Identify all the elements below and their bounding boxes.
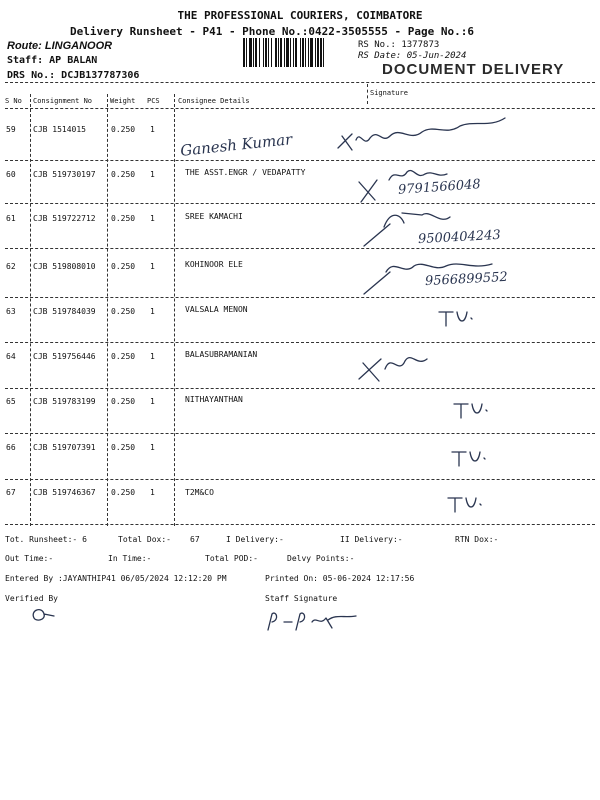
row-weight: 0.250 bbox=[111, 170, 136, 179]
initials-scribble bbox=[450, 398, 490, 422]
tot-runsheet: Tot. Runsheet:- 6 bbox=[5, 535, 87, 544]
row-weight: 0.250 bbox=[111, 214, 136, 223]
i-delivery: I Delivery:- bbox=[226, 535, 284, 544]
row-divider bbox=[5, 524, 595, 525]
row-pcs: 1 bbox=[150, 125, 155, 134]
tick-mark bbox=[360, 220, 400, 250]
row-pcs: 1 bbox=[150, 443, 155, 452]
handwritten-phone: 9566899552 bbox=[424, 269, 509, 290]
row-pcs: 1 bbox=[150, 352, 155, 361]
row-divider bbox=[5, 297, 595, 298]
row-sno: 62 bbox=[6, 262, 16, 271]
row-sno: 60 bbox=[6, 170, 16, 179]
row-sno: 64 bbox=[6, 352, 16, 361]
rtn-dox: RTN Dox:- bbox=[455, 535, 499, 544]
tick-mark bbox=[355, 176, 395, 206]
row-weight: 0.250 bbox=[111, 262, 136, 271]
row-pcs: 1 bbox=[150, 214, 155, 223]
printed-on: Printed On: 05-06-2024 12:17:56 bbox=[265, 574, 415, 583]
row-divider bbox=[5, 433, 595, 434]
row-divider bbox=[5, 248, 595, 249]
col-consignee: Consignee Details bbox=[178, 97, 250, 105]
verified-signature bbox=[28, 604, 58, 624]
company-title: THE PROFESSIONAL COURIERS, COIMBATORE bbox=[177, 9, 423, 22]
out-time: Out Time:- bbox=[5, 554, 54, 563]
row-consignment: CJB 1514015 bbox=[33, 125, 86, 134]
row-weight: 0.250 bbox=[111, 125, 136, 134]
divider bbox=[5, 82, 595, 83]
row-pcs: 1 bbox=[150, 397, 155, 406]
row-consignee: SREE KAMACHI bbox=[185, 212, 243, 221]
total-dox-label: Total Dox:- bbox=[118, 535, 171, 544]
row-weight: 0.250 bbox=[111, 397, 136, 406]
col-sno: S No bbox=[5, 97, 22, 105]
initials-scribble bbox=[444, 492, 484, 516]
row-consignment: CJB 519730197 bbox=[33, 170, 96, 179]
handwritten-phone: 9500404243 bbox=[417, 227, 502, 248]
row-consignment: CJB 519722712 bbox=[33, 214, 96, 223]
col-signature: Signature bbox=[370, 89, 408, 97]
row-sno: 66 bbox=[6, 443, 16, 452]
col-pcs: PCS bbox=[147, 97, 160, 105]
row-consignment: CJB 519756446 bbox=[33, 352, 96, 361]
row-consignee: VALSALA MENON bbox=[185, 305, 248, 314]
col-consignment: Consignment No bbox=[33, 97, 93, 105]
row-consignment: CJB 519746367 bbox=[33, 488, 96, 497]
row-consignee: KOHINOOR ELE bbox=[185, 260, 243, 269]
staff-signature-label: Staff Signature bbox=[265, 594, 338, 603]
row-consignment: CJB 519707391 bbox=[33, 443, 96, 452]
column-divider bbox=[367, 84, 368, 104]
row-consignee: T2M&CO bbox=[185, 488, 214, 497]
row-divider bbox=[5, 479, 595, 480]
initials-scribble bbox=[435, 306, 475, 330]
row-pcs: 1 bbox=[150, 307, 155, 316]
row-weight: 0.250 bbox=[111, 307, 136, 316]
row-sno: 67 bbox=[6, 488, 16, 497]
verified-by: Verified By bbox=[5, 594, 58, 603]
staff-signature bbox=[262, 608, 362, 638]
handwritten-phone: 9791566048 bbox=[397, 177, 482, 198]
barcode-bar bbox=[324, 38, 326, 67]
row-weight: 0.250 bbox=[111, 352, 136, 361]
signature-scribble bbox=[330, 110, 530, 155]
rs-number: RS No.: 1377873 bbox=[358, 40, 440, 50]
row-pcs: 1 bbox=[150, 170, 155, 179]
in-time: In Time:- bbox=[108, 554, 152, 563]
initials-scribble bbox=[448, 446, 488, 470]
row-consignee: NITHAYANTHAN bbox=[185, 395, 243, 404]
document-delivery-stamp: DOCUMENT DELIVERY bbox=[382, 61, 565, 78]
rs-date: RS Date: 05-Jun-2024 bbox=[358, 51, 467, 61]
row-pcs: 1 bbox=[150, 488, 155, 497]
entered-by: Entered By :JAYANTHIP41 06/05/2024 12:12:20 PM bbox=[5, 574, 227, 583]
row-sno: 61 bbox=[6, 214, 16, 223]
row-divider bbox=[5, 342, 595, 343]
drs-number: DRS No.: DCJB137787306 bbox=[7, 70, 140, 81]
divider bbox=[5, 108, 595, 109]
col-weight: Weight bbox=[110, 97, 136, 105]
runsheet-subtitle: Delivery Runsheet - P41 - Phone No.:0422-3505555 - Page No.:6 bbox=[70, 25, 474, 38]
row-divider bbox=[5, 160, 595, 161]
row-consignee: BALASUBRAMANIAN bbox=[185, 350, 258, 359]
total-pod: Total POD:- bbox=[205, 554, 258, 563]
row-divider bbox=[5, 203, 595, 204]
row-sno: 63 bbox=[6, 307, 16, 316]
handwritten-name: Ganesh Kumar bbox=[179, 130, 294, 160]
column-divider bbox=[107, 94, 108, 526]
staff-label: Staff: AP BALAN bbox=[7, 55, 98, 66]
signature-scribble bbox=[355, 345, 435, 385]
row-pcs: 1 bbox=[150, 262, 155, 271]
barcode bbox=[243, 38, 351, 67]
row-consignment: CJB 519808010 bbox=[33, 262, 96, 271]
row-sno: 65 bbox=[6, 397, 16, 406]
row-weight: 0.250 bbox=[111, 443, 136, 452]
ii-delivery: II Delivery:- bbox=[340, 535, 403, 544]
tick-mark bbox=[360, 268, 400, 298]
column-divider bbox=[30, 94, 31, 526]
row-consignment: CJB 519783199 bbox=[33, 397, 96, 406]
row-sno: 59 bbox=[6, 125, 16, 134]
route-label: Route: LINGANOOR bbox=[7, 40, 113, 52]
total-dox-value: 67 bbox=[190, 535, 200, 544]
row-consignment: CJB 519784039 bbox=[33, 307, 96, 316]
row-weight: 0.250 bbox=[111, 488, 136, 497]
column-divider bbox=[174, 94, 175, 526]
row-consignee: THE ASST.ENGR / VEDAPATTY bbox=[185, 168, 306, 177]
delvy-points: Delvy Points:- bbox=[287, 554, 355, 563]
row-divider bbox=[5, 388, 595, 389]
